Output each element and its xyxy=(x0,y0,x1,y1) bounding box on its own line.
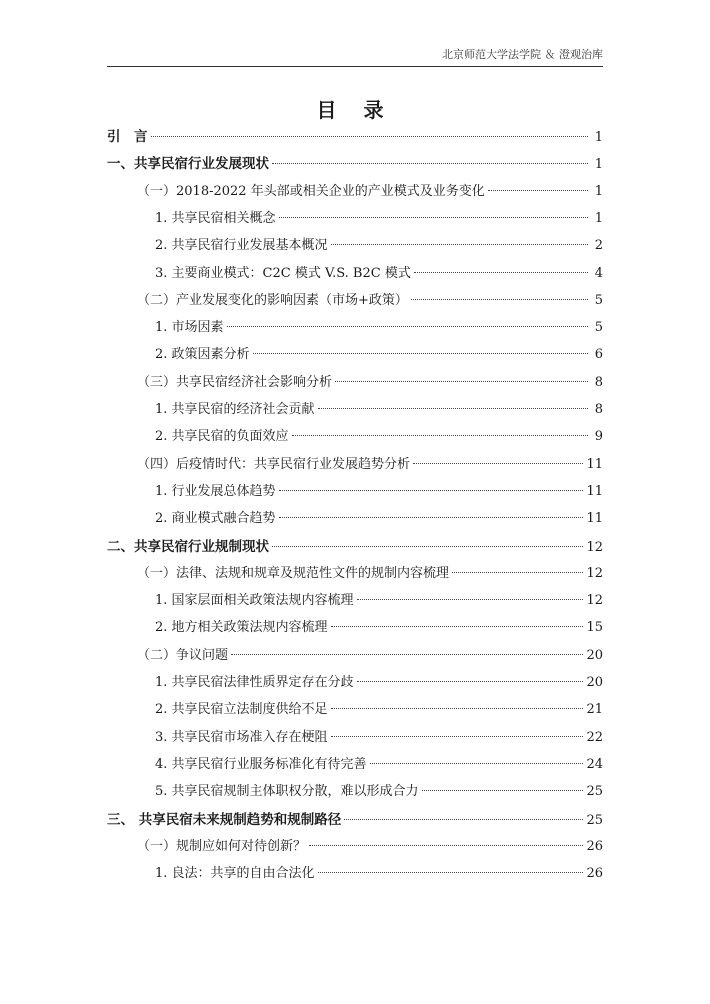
toc-entry-text: 2. 商业模式融合趋势 xyxy=(155,511,276,526)
toc-entry[interactable] xyxy=(107,619,603,637)
toc-dot-leader xyxy=(318,872,584,873)
toc-entry-text: 1. 良法：共享的自由合法化 xyxy=(155,866,315,881)
toc-dot-leader xyxy=(370,763,584,764)
toc-title: 目 录 xyxy=(316,98,394,122)
toc-dot-leader xyxy=(335,381,588,382)
toc-entry[interactable] xyxy=(107,183,603,201)
toc-entry-text: （一）规制应如何对待创新？ xyxy=(137,839,307,854)
toc-dot-leader xyxy=(422,790,584,791)
toc-entry-text: 2. 共享民宿立法制度供给不足 xyxy=(155,702,328,717)
toc-entry-page: 11 xyxy=(586,511,603,526)
toc-entry[interactable] xyxy=(107,401,603,419)
toc-entry-text: 2. 政策因素分析 xyxy=(155,347,250,362)
toc-entry[interactable] xyxy=(107,565,603,583)
toc-entry-page: 21 xyxy=(586,702,603,717)
toc-entry-text: 1. 市场因素 xyxy=(155,320,224,335)
toc-entry-page: 25 xyxy=(586,784,603,799)
toc-entry-text: 1. 共享民宿相关概念 xyxy=(155,211,276,226)
toc-entry[interactable] xyxy=(107,428,603,446)
toc-entry-text: 1. 共享民宿的经济社会贡献 xyxy=(155,402,315,417)
toc-entry-page: 20 xyxy=(586,648,603,663)
toc-entry[interactable] xyxy=(107,592,603,610)
toc-entry[interactable] xyxy=(107,701,603,719)
toc-entry[interactable] xyxy=(107,374,603,392)
toc-entry-page: 26 xyxy=(586,866,603,881)
toc-entry-text: 1. 行业发展总体趋势 xyxy=(155,484,276,499)
toc-entry-text: 2. 地方相关政策法规内容梳理 xyxy=(155,620,328,635)
toc-entry-text: 引 言 xyxy=(107,129,148,145)
toc-dot-leader xyxy=(414,272,588,273)
toc-dot-leader xyxy=(331,708,584,709)
toc-entry-page: 9 xyxy=(594,429,603,444)
toc-entry-text: 2. 共享民宿行业发展基本概况 xyxy=(155,238,328,253)
toc-entry-text: 3. 主要商业模式：C2C 模式 V.S. B2C 模式 xyxy=(155,266,411,281)
toc-dot-leader xyxy=(227,326,588,327)
toc-entry-text: 二、共享民宿行业规制现状 xyxy=(107,539,269,555)
toc-entry-page: 1 xyxy=(594,157,603,172)
toc-entry-page: 1 xyxy=(594,184,603,199)
toc-entry-page: 12 xyxy=(586,566,603,581)
page-header: 北京师范大学法学院 ＆ 澄观治库 xyxy=(442,48,603,61)
toc-dot-leader xyxy=(279,490,584,491)
toc-entry[interactable] xyxy=(107,838,603,856)
toc-entry-text: （一）2018-2022 年头部或相关企业的产业模式及业务变化 xyxy=(137,184,485,199)
toc-entry-page: 2 xyxy=(594,238,603,253)
toc-entry-text: （四）后疫情时代：共享民宿行业发展趋势分析 xyxy=(137,457,411,472)
toc-entry-page: 5 xyxy=(594,293,603,308)
toc-entry[interactable] xyxy=(107,292,603,310)
toc-entry-text: （二）产业发展变化的影响因素（市场+政策） xyxy=(137,293,408,308)
toc-entry-text: （一）法律、法规和规章及规范性文件的规制内容梳理 xyxy=(137,566,450,581)
toc-entry-text: 3. 共享民宿市场准入存在梗阻 xyxy=(155,730,328,745)
toc-entry-page: 11 xyxy=(586,484,603,499)
toc-dot-leader xyxy=(253,353,588,354)
toc-entry[interactable] xyxy=(107,265,603,283)
toc-entry-text: 1. 国家层面相关政策法规内容梳理 xyxy=(155,593,354,608)
toc-dot-leader xyxy=(272,546,583,547)
toc-entry[interactable] xyxy=(107,811,603,830)
toc-entry[interactable] xyxy=(107,674,603,692)
toc-entry-page: 1 xyxy=(594,130,603,145)
toc-entry-page: 6 xyxy=(594,347,603,362)
toc-entry-text: 5. 共享民宿规制主体职权分散，难以形成合力 xyxy=(155,784,419,799)
toc-entry[interactable] xyxy=(107,483,603,501)
toc-entry[interactable] xyxy=(107,346,603,364)
toc-dot-leader xyxy=(452,572,583,573)
toc-entry-page: 5 xyxy=(594,320,603,335)
toc-entry-page: 8 xyxy=(594,402,603,417)
toc-entry-text: 4. 共享民宿行业服务标准化有待完善 xyxy=(155,757,367,772)
toc-entry[interactable] xyxy=(107,510,603,528)
toc-dot-leader xyxy=(357,681,584,682)
toc-entry-page: 22 xyxy=(586,730,603,745)
toc-dot-leader xyxy=(413,463,583,464)
header-divider xyxy=(107,66,603,67)
toc-dot-leader xyxy=(292,435,588,436)
toc-entry-page: 12 xyxy=(586,540,603,555)
toc-dot-leader xyxy=(331,244,588,245)
toc-entry-page: 1 xyxy=(594,211,603,226)
toc-entry[interactable] xyxy=(107,456,603,474)
toc-entry-page: 4 xyxy=(594,266,603,281)
toc-dot-leader xyxy=(279,217,588,218)
toc-entry-page: 25 xyxy=(586,813,603,828)
toc-entry-page: 26 xyxy=(586,839,603,854)
toc-entry[interactable] xyxy=(107,155,603,174)
toc-dot-leader xyxy=(331,626,584,627)
toc-dot-leader xyxy=(411,299,588,300)
toc-dot-leader xyxy=(318,408,588,409)
toc-entry[interactable] xyxy=(107,319,603,337)
toc-entry[interactable] xyxy=(107,237,603,255)
toc-dot-leader xyxy=(272,163,588,164)
toc-entry-text: 2. 共享民宿的负面效应 xyxy=(155,429,289,444)
toc-entry-text: 1. 共享民宿法律性质界定存在分歧 xyxy=(155,675,354,690)
toc-entry[interactable] xyxy=(107,865,603,883)
toc-entry-page: 24 xyxy=(586,757,603,772)
toc-dot-leader xyxy=(357,599,584,600)
toc-entry-page: 11 xyxy=(586,457,603,472)
toc-entry[interactable] xyxy=(107,783,603,801)
toc-dot-leader xyxy=(309,845,583,846)
toc-entry-page: 15 xyxy=(586,620,603,635)
toc-entry[interactable] xyxy=(107,729,603,747)
toc-entry-page: 20 xyxy=(586,675,603,690)
toc-entry-page: 12 xyxy=(586,593,603,608)
toc-entry[interactable] xyxy=(107,756,603,774)
toc-entry-text: （二）争议问题 xyxy=(137,648,229,663)
toc-entry-text: 一、共享民宿行业发展现状 xyxy=(107,156,269,172)
toc-dot-leader xyxy=(488,190,588,191)
toc-dot-leader xyxy=(279,517,584,518)
toc-entry[interactable] xyxy=(107,538,603,557)
toc-entry-text: 三、 共享民宿未来规制趋势和规制路径 xyxy=(107,812,342,828)
toc-entry[interactable] xyxy=(107,128,603,147)
toc-dot-leader xyxy=(231,654,583,655)
toc-dot-leader xyxy=(344,819,583,820)
toc-dot-leader xyxy=(331,736,584,737)
toc-entry-page: 8 xyxy=(594,375,603,390)
toc-entry[interactable] xyxy=(107,647,603,665)
toc-entry-text: （三）共享民宿经济社会影响分析 xyxy=(137,375,333,390)
toc-dot-leader xyxy=(151,136,589,137)
toc-entry[interactable] xyxy=(107,210,603,228)
